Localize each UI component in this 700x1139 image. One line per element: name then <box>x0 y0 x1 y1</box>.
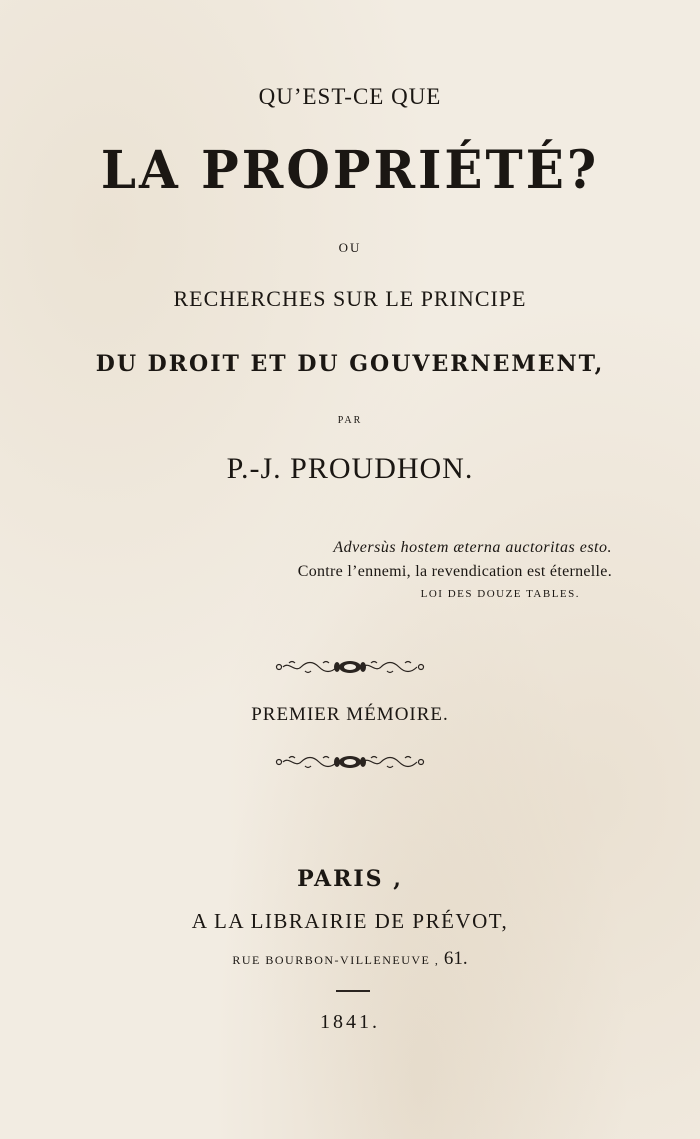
book-title: LA PROPRIÉTÉ? <box>100 138 600 201</box>
divider-rule <box>336 990 370 992</box>
ornament-vine-icon <box>0 754 700 774</box>
imprint-street: RUE BOURBON-VILLENEUVE , <box>232 953 440 967</box>
imprint-publisher: A LA LIBRAIRIE DE PRÉVOT, <box>191 909 509 933</box>
epigraph-latin: Adversùs hostem æterna auctoritas esto. <box>333 539 612 556</box>
imprint-street-line <box>0 948 700 970</box>
ornament-vine-icon <box>0 659 700 679</box>
subtitle-line-1: RECHERCHES SUR LE PRINCIPE <box>173 286 527 311</box>
publication-year: 1841. <box>320 1011 380 1033</box>
memoire-line: PREMIER MÉMOIRE. <box>251 704 449 725</box>
question-line: QU’EST-CE QUE <box>258 84 442 109</box>
epigraph-french: Contre l’ennemi, la revendication est éternelle. <box>297 563 612 580</box>
par-line: PAR <box>337 415 363 426</box>
epigraph-source: LOI DES DOUZE TABLES. <box>420 588 580 600</box>
ou-line: OU <box>338 240 362 255</box>
imprint-street-number: 61. <box>443 948 468 969</box>
imprint-city: PARIS , <box>297 866 403 892</box>
author-name: P.-J. PROUDHON. <box>226 452 474 485</box>
subtitle-line-2: DU DROIT ET DU GOUVERNEMENT, <box>95 351 605 377</box>
